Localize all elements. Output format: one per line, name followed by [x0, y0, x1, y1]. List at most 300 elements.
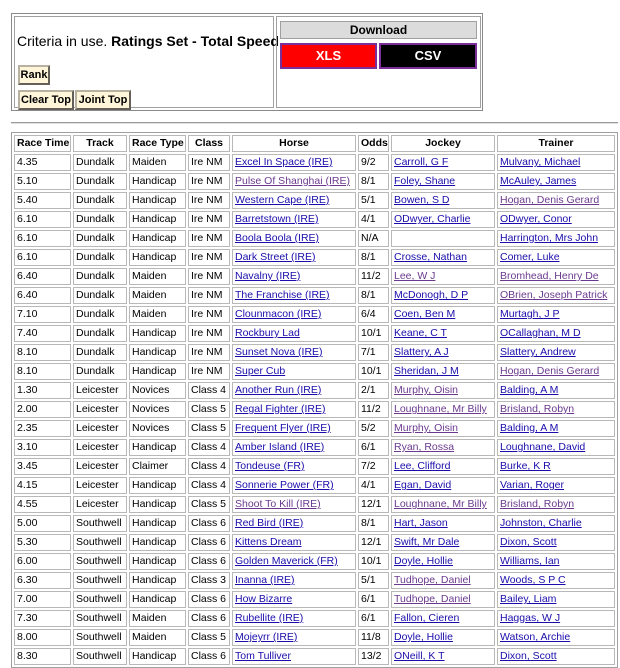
- trainer-link[interactable]: Bailey, Liam: [500, 593, 557, 605]
- odds-cell: 13/2: [358, 648, 389, 665]
- horse-link[interactable]: Inanna (IRE): [235, 574, 295, 586]
- horse-link[interactable]: The Franchise (IRE): [235, 289, 330, 301]
- jockey-cell: [391, 344, 495, 361]
- horse-cell: [232, 553, 356, 570]
- race-type-cell: Maiden: [129, 154, 186, 171]
- trainer-link[interactable]: Burke, K R: [500, 460, 551, 472]
- jockey-link[interactable]: Hart, Jason: [394, 517, 448, 529]
- race-type-cell: Maiden: [129, 629, 186, 646]
- race-type-cell: Handicap: [129, 515, 186, 532]
- trainer-cell: [497, 344, 615, 361]
- trainer-link[interactable]: Harrington, Mrs John: [500, 232, 599, 244]
- race-time-cell: 1.30: [14, 382, 71, 399]
- joint-top-button[interactable]: Joint Top: [75, 90, 131, 110]
- race-type-cell: Handicap: [129, 325, 186, 342]
- horse-link[interactable]: Rockbury Lad: [235, 327, 300, 339]
- class-cell: Class 6: [188, 591, 230, 608]
- race-time-cell: 5.00: [14, 515, 71, 532]
- table-row: [14, 553, 615, 570]
- trainer-link[interactable]: ODwyer, Conor: [500, 213, 572, 225]
- trainer-cell: [497, 154, 615, 171]
- table-row: [14, 344, 615, 361]
- odds-cell: 6/1: [358, 591, 389, 608]
- trainer-link[interactable]: OCallaghan, M D: [500, 327, 581, 339]
- class-cell: Class 5: [188, 629, 230, 646]
- track-cell: Dundalk: [73, 344, 127, 361]
- trainer-link[interactable]: McAuley, James: [500, 175, 577, 187]
- jockey-cell: [391, 515, 495, 532]
- odds-cell: 5/1: [358, 192, 389, 209]
- jockey-link[interactable]: Swift, Mr Dale: [394, 536, 460, 548]
- trainer-link[interactable]: Bromhead, Henry De: [500, 270, 599, 282]
- jockey-link[interactable]: Doyle, Hollie: [394, 631, 453, 643]
- race-time-cell: 4.55: [14, 496, 71, 513]
- table-row: [14, 477, 615, 494]
- track-cell: Dundalk: [73, 325, 127, 342]
- class-cell: Class 6: [188, 648, 230, 665]
- track-cell: Dundalk: [73, 306, 127, 323]
- race-type-cell: Handicap: [129, 496, 186, 513]
- horse-link[interactable]: Mojeyrr (IRE): [235, 631, 298, 643]
- jockey-link[interactable]: Lee, W J: [394, 270, 436, 282]
- trainer-cell: [497, 515, 615, 532]
- race-time-cell: 3.45: [14, 458, 71, 475]
- horse-cell: [232, 173, 356, 190]
- horse-link[interactable]: Dark Street (IRE): [235, 251, 316, 263]
- trainer-cell: [497, 249, 615, 266]
- trainer-cell: [497, 610, 615, 627]
- trainer-link[interactable]: OBrien, Joseph Patrick: [500, 289, 608, 301]
- odds-cell: 8/1: [358, 287, 389, 304]
- class-cell: Ire NM: [188, 287, 230, 304]
- jockey-link[interactable]: Slattery, A J: [394, 346, 449, 358]
- jockey-link[interactable]: Carroll, G F: [394, 156, 449, 168]
- jockey-link[interactable]: Ryan, Rossa: [394, 441, 455, 453]
- race-time-cell: 6.10: [14, 249, 71, 266]
- track-cell: Leicester: [73, 382, 127, 399]
- download-csv-button[interactable]: CSV: [379, 43, 477, 69]
- table-row: [14, 249, 615, 266]
- class-cell: Ire NM: [188, 344, 230, 361]
- table-row: [14, 363, 615, 380]
- table-row: [14, 401, 615, 418]
- class-cell: Class 4: [188, 458, 230, 475]
- jockey-cell: [391, 268, 495, 285]
- horse-link[interactable]: Another Run (IRE): [235, 384, 322, 396]
- race-time-cell: 7.40: [14, 325, 71, 342]
- jockey-link[interactable]: Tudhope, Daniel: [394, 593, 471, 605]
- race-time-cell: 6.10: [14, 230, 71, 247]
- trainer-cell: [497, 192, 615, 209]
- odds-cell: 6/4: [358, 306, 389, 323]
- table-row: [14, 610, 615, 627]
- table-row: [14, 515, 615, 532]
- download-xls-button[interactable]: XLS: [280, 43, 377, 69]
- class-cell: Class 5: [188, 401, 230, 418]
- odds-cell: 12/1: [358, 496, 389, 513]
- trainer-link[interactable]: Brisland, Robyn: [500, 498, 575, 510]
- jockey-cell: [391, 629, 495, 646]
- race-type-cell: Claimer: [129, 458, 186, 475]
- race-type-cell: Handicap: [129, 439, 186, 456]
- trainer-cell: [497, 401, 615, 418]
- track-cell: Southwell: [73, 515, 127, 532]
- jockey-cell: [391, 230, 495, 247]
- horse-link[interactable]: Frequent Flyer (IRE): [235, 422, 331, 434]
- odds-cell: 8/1: [358, 515, 389, 532]
- header-jockey: Jockey: [391, 135, 495, 152]
- jockey-link[interactable]: Keane, C T: [394, 327, 447, 339]
- race-time-cell: 5.40: [14, 192, 71, 209]
- jockey-cell: [391, 458, 495, 475]
- horse-cell: [232, 477, 356, 494]
- trainer-link[interactable]: Dixon, Scott: [500, 650, 557, 662]
- top-panel: [11, 13, 483, 111]
- horse-link[interactable]: Red Bird (IRE): [235, 517, 304, 529]
- jockey-cell: [391, 553, 495, 570]
- track-cell: Southwell: [73, 648, 127, 665]
- jockey-link[interactable]: Bowen, S D: [394, 194, 450, 206]
- race-time-cell: 5.10: [14, 173, 71, 190]
- race-time-cell: 6.40: [14, 287, 71, 304]
- race-time-cell: 8.10: [14, 344, 71, 361]
- table-row: [14, 306, 615, 323]
- horse-link[interactable]: Tom Tulliver: [235, 650, 292, 662]
- odds-cell: 4/1: [358, 211, 389, 228]
- race-type-cell: Maiden: [129, 306, 186, 323]
- table-row: [14, 154, 615, 171]
- trainer-link[interactable]: Haggas, W J: [500, 612, 561, 624]
- class-cell: Ire NM: [188, 154, 230, 171]
- table-row: [14, 382, 615, 399]
- trainer-cell: [497, 382, 615, 399]
- trainer-link[interactable]: Balding, A M: [500, 422, 559, 434]
- race-time-cell: 4.15: [14, 477, 71, 494]
- horse-link[interactable]: Sunset Nova (IRE): [235, 346, 323, 358]
- jockey-link[interactable]: Sheridan, J M: [394, 365, 459, 377]
- horse-link[interactable]: Super Cub: [235, 365, 286, 377]
- race-type-cell: Handicap: [129, 249, 186, 266]
- trainer-link[interactable]: Johnston, Charlie: [500, 517, 582, 529]
- trainer-cell: [497, 477, 615, 494]
- trainer-link[interactable]: Balding, A M: [500, 384, 559, 396]
- race-type-cell: Handicap: [129, 173, 186, 190]
- track-cell: Dundalk: [73, 192, 127, 209]
- horse-cell: [232, 211, 356, 228]
- horse-cell: [232, 249, 356, 266]
- jockey-cell: [391, 534, 495, 551]
- jockey-link[interactable]: McDonogh, D P: [394, 289, 469, 301]
- horse-cell: [232, 230, 356, 247]
- table-row: [14, 439, 615, 456]
- trainer-link[interactable]: Murtagh, J P: [500, 308, 560, 320]
- track-cell: Leicester: [73, 496, 127, 513]
- jockey-link[interactable]: Murphy, Oisin: [394, 384, 458, 396]
- horse-cell: [232, 344, 356, 361]
- horse-cell: [232, 496, 356, 513]
- table-row: [14, 591, 615, 608]
- jockey-link[interactable]: ODwyer, Charlie: [394, 213, 471, 225]
- jockey-link[interactable]: Tudhope, Daniel: [394, 574, 471, 586]
- table-row: [14, 173, 615, 190]
- trainer-link[interactable]: Varian, Roger: [500, 479, 565, 491]
- jockey-link[interactable]: Coen, Ben M: [394, 308, 456, 320]
- track-cell: Southwell: [73, 534, 127, 551]
- track-cell: Dundalk: [73, 154, 127, 171]
- jockey-cell: [391, 154, 495, 171]
- jockey-cell: [391, 648, 495, 665]
- race-type-cell: Handicap: [129, 572, 186, 589]
- trainer-link[interactable]: Mulvany, Michael: [500, 156, 581, 168]
- header-trainer: Trainer: [497, 135, 615, 152]
- horse-cell: [232, 648, 356, 665]
- class-cell: Ire NM: [188, 192, 230, 209]
- track-cell: Dundalk: [73, 173, 127, 190]
- track-cell: Leicester: [73, 477, 127, 494]
- track-cell: Dundalk: [73, 268, 127, 285]
- horse-cell: [232, 287, 356, 304]
- odds-cell: 5/1: [358, 572, 389, 589]
- track-cell: Southwell: [73, 610, 127, 627]
- jockey-cell: [391, 401, 495, 418]
- horse-cell: [232, 629, 356, 646]
- class-cell: Ire NM: [188, 230, 230, 247]
- horse-link[interactable]: Regal Fighter (IRE): [235, 403, 326, 415]
- horse-link[interactable]: How Bizarre: [235, 593, 293, 605]
- trainer-link[interactable]: Woods, S P C: [500, 574, 566, 586]
- class-cell: Class 6: [188, 610, 230, 627]
- horse-link[interactable]: Western Cape (IRE): [235, 194, 330, 206]
- trainer-link[interactable]: Loughnane, David: [500, 441, 586, 453]
- class-cell: Ire NM: [188, 268, 230, 285]
- trainer-link[interactable]: Watson, Archie: [500, 631, 571, 643]
- horse-cell: [232, 192, 356, 209]
- class-cell: Class 5: [188, 420, 230, 437]
- table-row: [14, 211, 615, 228]
- trainer-link[interactable]: Hogan, Denis Gerard: [500, 365, 600, 377]
- track-cell: Southwell: [73, 591, 127, 608]
- clear-top-button[interactable]: Clear Top: [18, 90, 74, 110]
- table-row: [14, 192, 615, 209]
- track-cell: Dundalk: [73, 230, 127, 247]
- download-title: Download: [280, 21, 477, 39]
- class-cell: Ire NM: [188, 173, 230, 190]
- class-cell: Class 6: [188, 515, 230, 532]
- trainer-link[interactable]: Slattery, Andrew: [500, 346, 576, 358]
- track-cell: Dundalk: [73, 211, 127, 228]
- odds-cell: 12/1: [358, 534, 389, 551]
- trainer-cell: [497, 325, 615, 342]
- jockey-cell: [391, 325, 495, 342]
- trainer-link[interactable]: Brisland, Robyn: [500, 403, 575, 415]
- trainer-cell: [497, 268, 615, 285]
- class-cell: Class 5: [188, 496, 230, 513]
- odds-cell: 4/1: [358, 477, 389, 494]
- header-race-type: Race Type: [129, 135, 186, 152]
- jockey-link[interactable]: Crosse, Nathan: [394, 251, 467, 263]
- horse-cell: [232, 382, 356, 399]
- jockey-cell: [391, 306, 495, 323]
- class-cell: Ire NM: [188, 325, 230, 342]
- criteria-value: Ratings Set - Total Speed: [111, 33, 279, 49]
- race-time-cell: 8.30: [14, 648, 71, 665]
- horse-cell: [232, 591, 356, 608]
- horse-link[interactable]: Excel In Space (IRE): [235, 156, 333, 168]
- odds-cell: 7/1: [358, 344, 389, 361]
- class-cell: Ire NM: [188, 211, 230, 228]
- class-cell: Class 4: [188, 439, 230, 456]
- jockey-cell: [391, 496, 495, 513]
- horse-link[interactable]: Barretstown (IRE): [235, 213, 319, 225]
- horse-link[interactable]: Sonnerie Power (FR): [235, 479, 334, 491]
- table-row: [14, 496, 615, 513]
- trainer-cell: [497, 230, 615, 247]
- jockey-link[interactable]: Lee, Clifford: [394, 460, 451, 472]
- race-time-cell: 2.35: [14, 420, 71, 437]
- track-cell: Southwell: [73, 553, 127, 570]
- jockey-link[interactable]: Loughnane, Mr Billy: [394, 498, 487, 510]
- race-time-cell: 6.40: [14, 268, 71, 285]
- track-cell: Dundalk: [73, 249, 127, 266]
- jockey-cell: [391, 192, 495, 209]
- horse-cell: [232, 363, 356, 380]
- track-cell: Leicester: [73, 420, 127, 437]
- horse-link[interactable]: Boola Boola (IRE): [235, 232, 320, 244]
- horse-link[interactable]: Kittens Dream: [235, 536, 302, 548]
- trainer-cell: [497, 534, 615, 551]
- jockey-cell: [391, 420, 495, 437]
- jockey-cell: [391, 173, 495, 190]
- track-cell: Dundalk: [73, 287, 127, 304]
- race-type-cell: Novices: [129, 420, 186, 437]
- jockey-cell: [391, 439, 495, 456]
- horse-cell: [232, 515, 356, 532]
- track-cell: Southwell: [73, 629, 127, 646]
- odds-cell: 6/1: [358, 439, 389, 456]
- race-time-cell: 8.10: [14, 363, 71, 380]
- race-time-cell: 7.00: [14, 591, 71, 608]
- table-row: [14, 268, 615, 285]
- criteria-box: [14, 16, 279, 108]
- horse-cell: [232, 420, 356, 437]
- rank-button[interactable]: Rank: [18, 65, 50, 85]
- odds-cell: 9/2: [358, 154, 389, 171]
- track-cell: Dundalk: [73, 363, 127, 380]
- race-type-cell: Handicap: [129, 591, 186, 608]
- trainer-link[interactable]: Comer, Luke: [500, 251, 560, 263]
- trainer-link[interactable]: Williams, Ian: [500, 555, 560, 567]
- header-track: Track: [73, 135, 127, 152]
- trainer-cell: [497, 287, 615, 304]
- class-cell: Ire NM: [188, 363, 230, 380]
- jockey-link[interactable]: Murphy, Oisin: [394, 422, 458, 434]
- race-type-cell: Handicap: [129, 553, 186, 570]
- jockey-link[interactable]: Fallon, Cieren: [394, 612, 460, 624]
- trainer-cell: [497, 363, 615, 380]
- class-cell: Class 3: [188, 572, 230, 589]
- table-header-row: [14, 135, 615, 152]
- track-cell: Southwell: [73, 572, 127, 589]
- odds-cell: 11/8: [358, 629, 389, 646]
- trainer-link[interactable]: Dixon, Scott: [500, 536, 557, 548]
- race-time-cell: 2.00: [14, 401, 71, 418]
- jockey-link[interactable]: ONeill, K T: [394, 650, 445, 662]
- horse-cell: [232, 534, 356, 551]
- odds-cell: 11/2: [358, 401, 389, 418]
- jockey-cell: [391, 591, 495, 608]
- trainer-cell: [497, 553, 615, 570]
- odds-cell: 5/2: [358, 420, 389, 437]
- horse-cell: [232, 401, 356, 418]
- odds-cell: 10/1: [358, 325, 389, 342]
- track-cell: Leicester: [73, 458, 127, 475]
- horse-link[interactable]: Shoot To Kill (IRE): [235, 498, 321, 510]
- horse-link[interactable]: Golden Maverick (FR): [235, 555, 338, 567]
- horse-cell: [232, 458, 356, 475]
- odds-cell: 11/2: [358, 268, 389, 285]
- jockey-link[interactable]: Doyle, Hollie: [394, 555, 453, 567]
- header-class: Class: [188, 135, 230, 152]
- races-table: [11, 132, 618, 668]
- odds-cell: 10/1: [358, 553, 389, 570]
- table-row: [14, 420, 615, 437]
- criteria-prefix: Criteria in use.: [17, 33, 108, 49]
- race-type-cell: Maiden: [129, 268, 186, 285]
- race-type-cell: Handicap: [129, 477, 186, 494]
- table-row: [14, 287, 615, 304]
- jockey-cell: [391, 382, 495, 399]
- jockey-link[interactable]: Loughnane, Mr Billy: [394, 403, 487, 415]
- race-time-cell: 3.10: [14, 439, 71, 456]
- horse-link[interactable]: Clounmacon (IRE): [235, 308, 322, 320]
- horse-cell: [232, 610, 356, 627]
- horse-link[interactable]: Tondeuse (FR): [235, 460, 305, 472]
- header-horse: Horse: [232, 135, 356, 152]
- jockey-cell: [391, 249, 495, 266]
- horse-link[interactable]: Pulse Of Shanghai (IRE): [235, 175, 350, 187]
- horse-link[interactable]: Navalny (IRE): [235, 270, 301, 282]
- class-cell: Class 4: [188, 382, 230, 399]
- race-type-cell: Handicap: [129, 363, 186, 380]
- trainer-cell: [497, 496, 615, 513]
- horse-cell: [232, 306, 356, 323]
- table-row: [14, 325, 615, 342]
- trainer-cell: [497, 629, 615, 646]
- section-divider: [11, 122, 618, 124]
- race-type-cell: Handicap: [129, 534, 186, 551]
- jockey-cell: [391, 610, 495, 627]
- trainer-link[interactable]: Hogan, Denis Gerard: [500, 194, 600, 206]
- jockey-cell: [391, 363, 495, 380]
- horse-link[interactable]: Amber Island (IRE): [235, 441, 325, 453]
- trainer-cell: [497, 306, 615, 323]
- criteria-text: [17, 33, 279, 49]
- jockey-link[interactable]: Egan, David: [394, 479, 452, 491]
- class-cell: Class 6: [188, 534, 230, 551]
- table-row: [14, 648, 615, 665]
- race-type-cell: Maiden: [129, 610, 186, 627]
- odds-cell: 8/1: [358, 173, 389, 190]
- class-cell: Class 6: [188, 553, 230, 570]
- download-box: [276, 16, 481, 108]
- horse-link[interactable]: Rubellite (IRE): [235, 612, 304, 624]
- race-type-cell: Handicap: [129, 648, 186, 665]
- jockey-link[interactable]: Foley, Shane: [394, 175, 456, 187]
- horse-cell: [232, 154, 356, 171]
- trainer-cell: [497, 420, 615, 437]
- race-time-cell: 6.00: [14, 553, 71, 570]
- header-race-time: Race Time: [14, 135, 71, 152]
